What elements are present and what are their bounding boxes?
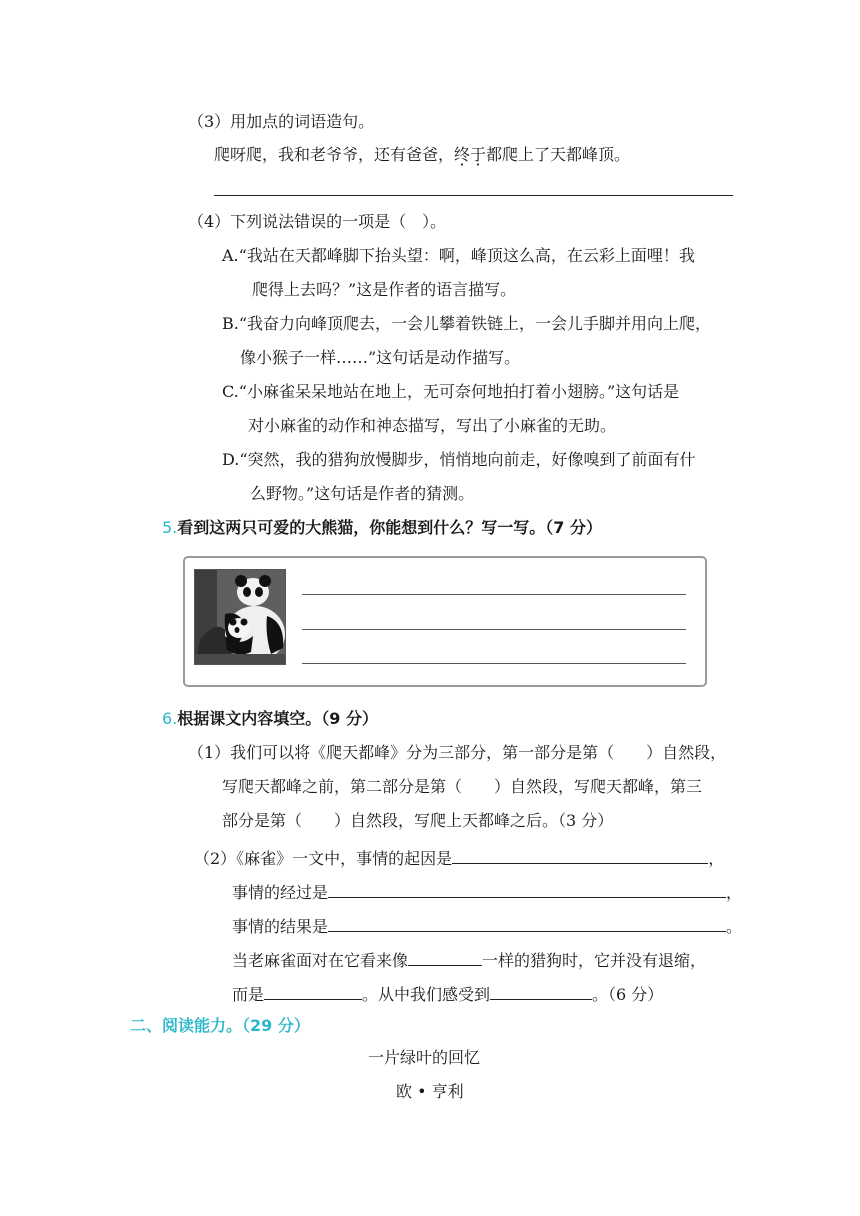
q3-dotted-char-1: 终 [454,145,471,164]
q5-text: 看到这两只可爱的大熊猫，你能想到什么？写一写。（7 分） [177,518,602,537]
q3-label: （3）用加点的词语造句。 [188,112,375,131]
q5-answer-line-1[interactable] [302,594,686,595]
q6-result-blank[interactable] [328,913,726,932]
q3-sentence [214,144,630,166]
q4-option-b-line1: B.“我奋力向峰顶爬去，一会儿攀着铁链上，一会儿手脚并用向上爬， [222,314,712,333]
section2-title: 二、阅读能力。（29 分） [130,1016,310,1035]
q6-compare-post: 一样的猎狗时，它并没有退缩， [482,951,707,970]
q4-option-b-line2: 像小猴子一样……”这句话是动作描写。 [240,348,521,367]
q6-cause-label: （2）《麻雀》一文中，事情的起因是 [194,849,453,868]
q6-action-blank[interactable] [264,981,362,1000]
q6-cause-punct: ， [708,849,725,868]
q4-option-c-line1: C.“小麻雀呆呆地站在地上，无可奈何地拍打着小翅膀。”这句话是 [222,382,680,401]
q4-option-d-line1: D.“突然，我的猎狗放慢脚步，悄悄地向前走，好像嗅到了前面有什 [222,450,696,469]
q3-answer-line[interactable] [214,195,733,196]
passage-author: 欧 • 亨利 [396,1082,464,1101]
q6-result-label: 事情的结果是 [232,917,329,936]
q5-heading [162,517,602,539]
q6-part1-line1: （1）我们可以将《爬天都峰》分为三部分，第一部分是第（ ）自然段， [188,743,727,762]
q6-part2-line4 [232,947,706,972]
q3-sentence-post: 都爬上了天都峰顶。 [486,145,631,164]
q4-option-d-line2: 么野物。”这句话是作者的猜测。 [250,484,475,503]
panda-image-icon [195,570,286,665]
panda-photo [194,569,286,665]
q6-result-punct: 。 [726,917,743,936]
q6-process-blank[interactable] [328,879,726,898]
q6-compare-label: 当老麻雀面对在它看来像 [232,951,409,970]
q6-process-punct: ， [726,883,743,902]
q4-option-c-line2: 对小麻雀的动作和神态描写，写出了小麻雀的无助。 [248,416,617,435]
q6-part2-line1 [194,845,724,870]
q6-feeling-blank[interactable] [490,981,592,1000]
q5-number: 5. [162,518,178,537]
q4-option-a-line2: 爬得上去吗？”这是作者的语言描写。 [252,280,517,299]
q6-action-label: 而是 [232,985,265,1004]
q6-part1-line3: 部分是第（ ）自然段，写爬上天都峰之后。（3 分） [222,811,614,830]
q6-number: 6. [162,709,178,728]
q4-label: （4）下列说法错误的一项是（ ）。 [188,212,447,231]
q6-part2-line3 [232,913,742,938]
q6-part1-line2: 写爬天都峰之前，第二部分是第（ ）自然段，写爬天都峰，第三 [222,777,703,796]
q6-part2-line5 [232,981,663,1006]
passage-title: 一片绿叶的回忆 [368,1048,481,1067]
q6-feeling-post: 。（6 分） [592,985,664,1004]
q3-sentence-pre: 爬呀爬，我和老爷爷，还有爸爸， [214,145,455,164]
q6-feeling-label: 。从中我们感受到 [362,985,491,1004]
q6-cause-blank[interactable] [452,845,708,864]
q3-dotted-char-2: 于 [470,145,487,164]
q6-process-label: 事情的经过是 [232,883,329,902]
q6-text: 根据课文内容填空。（9 分） [177,709,378,728]
q6-heading [162,708,378,730]
q5-answer-line-3[interactable] [302,663,686,664]
q6-compare-blank[interactable] [408,947,482,966]
q6-part2-line2 [232,879,742,904]
q5-answer-line-2[interactable] [302,629,686,630]
q4-option-a-line1: A.“我站在天都峰脚下抬头望：啊，峰顶这么高，在云彩上面哩！我 [222,246,695,265]
